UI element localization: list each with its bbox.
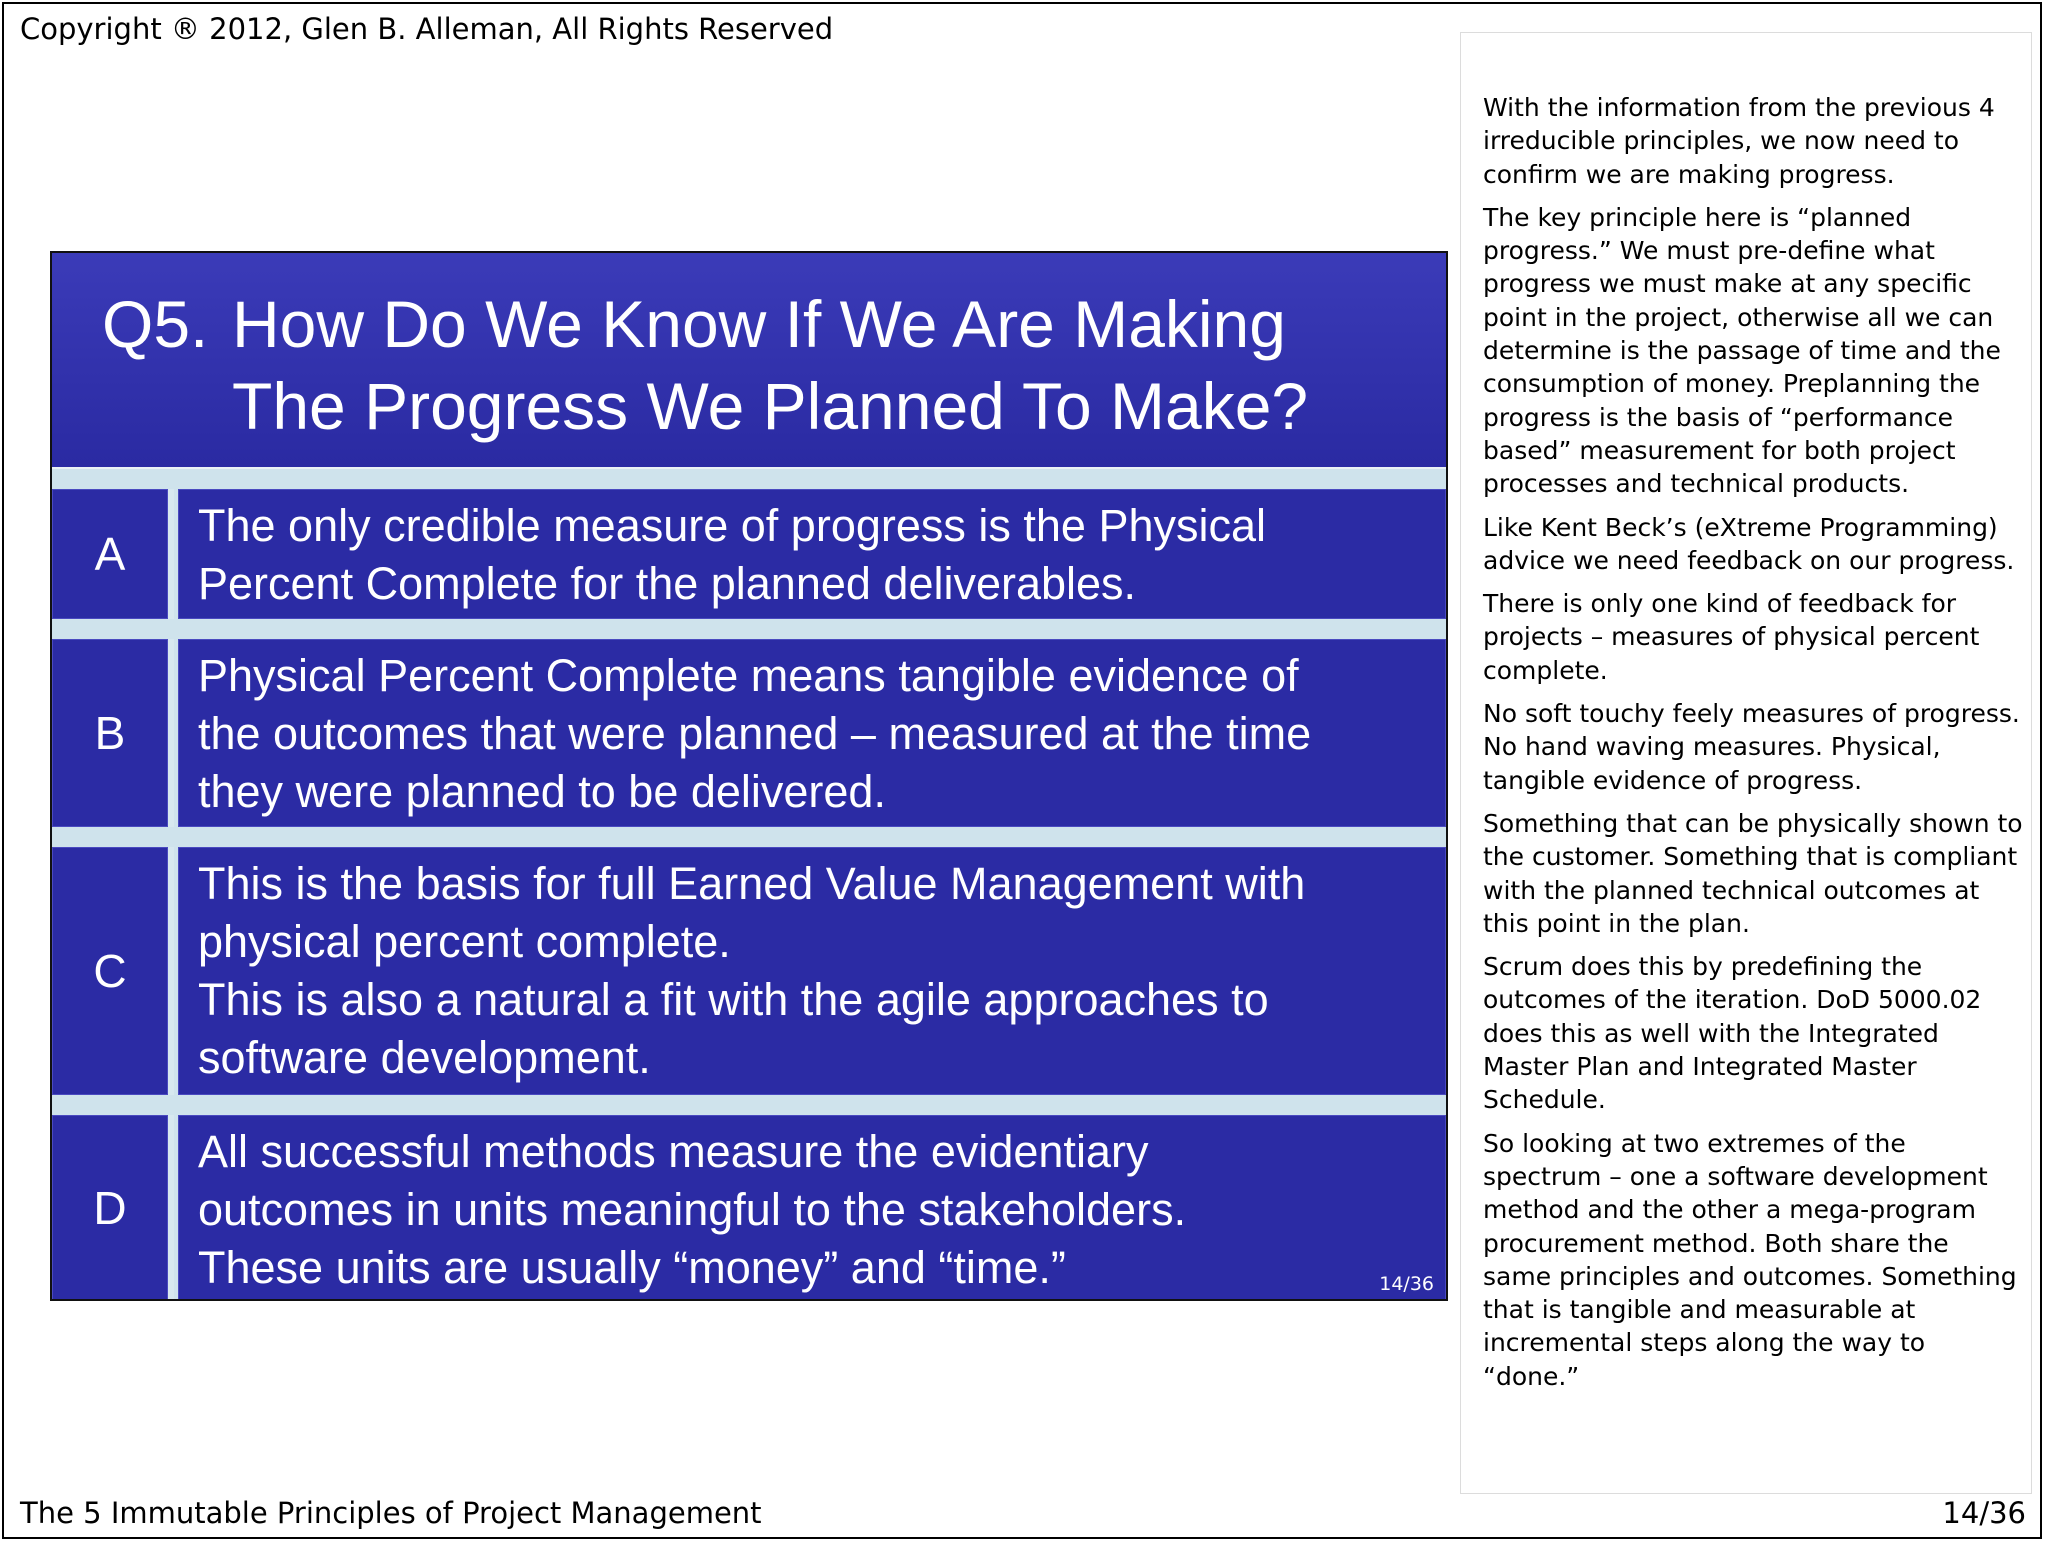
notes-paragraph: There is only one kind of feedback for projects – measures of physical percent complete. [1483, 589, 1980, 685]
answer-letter: B [94, 707, 126, 759]
speaker-notes-panel [1460, 32, 2032, 1494]
answer-line: This is the basis for full Earned Value Management with [198, 858, 1306, 909]
slide [50, 251, 1448, 1301]
answer-letter-box [52, 847, 174, 1095]
slide-title-box [52, 253, 1446, 469]
copyright-notice: Copyright ® 2012, Glen B. Alleman, All Rights Reserved [20, 12, 834, 46]
answer-text [198, 1123, 1430, 1297]
answer-line: physical percent complete. [198, 916, 731, 967]
answer-line: outcomes in units meaningful to the stakeholders. [198, 1184, 1187, 1235]
answer-row-b [52, 639, 1446, 827]
slide-title-line2: The Progress We Planned To Make? [232, 369, 1309, 443]
answer-line: Percent Complete for the planned deliverables. [198, 558, 1137, 609]
answer-text-box [178, 639, 1446, 827]
answer-line: the outcomes that were planned – measured at the time [198, 708, 1312, 759]
answer-line: These units are usually “money” and “time.” [198, 1242, 1066, 1293]
answer-line: Physical Percent Complete means tangible evidence of [198, 650, 1299, 701]
answer-text [198, 497, 1430, 613]
notes-paragraph: Scrum does this by predefining the outcomes of the iteration. DoD 5000.02 does this as well with the Integrated Master Plan and Integrated Master Schedule. [1483, 952, 1982, 1115]
answer-line: All successful methods measure the evidentiary [198, 1126, 1149, 1177]
slide-title [102, 283, 1432, 447]
speaker-notes-text [1483, 91, 2023, 1403]
slide-title-line1: How Do We Know If We Are Making [232, 287, 1286, 361]
slide-title-prefix: Q5. [102, 287, 209, 361]
answer-line: software development. [198, 1032, 651, 1083]
notes-paragraph: No soft touchy feely measures of progress. No hand waving measures. Physical, tangible evidence of progress. [1483, 699, 2020, 795]
notes-paragraph: With the information from the previous 4 irreducible principles, we now need to confirm we are making progress. [1483, 93, 1995, 189]
answer-text-box [178, 489, 1446, 619]
answer-text-box [178, 847, 1446, 1095]
answer-letter-box [52, 1115, 174, 1301]
answer-line: The only credible measure of progress is the Physical [198, 500, 1267, 551]
answer-row-c [52, 847, 1446, 1095]
answer-row-d [52, 1115, 1446, 1301]
slide-number: 14/36 [1379, 1273, 1434, 1295]
answer-text [198, 855, 1430, 1087]
answer-line: they were planned to be delivered. [198, 766, 886, 817]
answer-text [198, 647, 1430, 821]
answer-letter-box [52, 489, 174, 619]
footer-title: The 5 Immutable Principles of Project Management [20, 1496, 762, 1530]
answer-letter: D [93, 1182, 127, 1234]
notes-paragraph: Like Kent Beck’s (eXtreme Programming) advice we need feedback on our progress. [1483, 512, 2015, 575]
answer-line: This is also a natural a fit with the agile approaches to [198, 974, 1269, 1025]
footer-page-number: 14/36 [1942, 1496, 2026, 1530]
answer-letter: A [94, 528, 126, 580]
answer-text-box [178, 1115, 1446, 1301]
notes-paragraph: Something that can be physically shown to the customer. Something that is compliant with the planned technical outcomes at this point in the plan. [1483, 808, 2023, 938]
answer-letter: C [93, 945, 127, 997]
notes-paragraph: The key principle here is “planned progress.” We must pre-define what progress we must make at any specific point in the project, otherwise all we can determine is the passage of time and the consumption of money. Preplanning the progress is the basis of “performance based” measurement for both project processes and technical products. [1483, 202, 2001, 499]
answer-row-a [52, 489, 1446, 619]
notes-paragraph: So looking at two extremes of the spectrum – one a software development method and the other a mega-program procurement method. Both share the same principles and outcomes. Something that is tangible and measurable at incremental steps along the way to “done.” [1483, 1128, 2017, 1391]
answer-letter-box [52, 639, 174, 827]
